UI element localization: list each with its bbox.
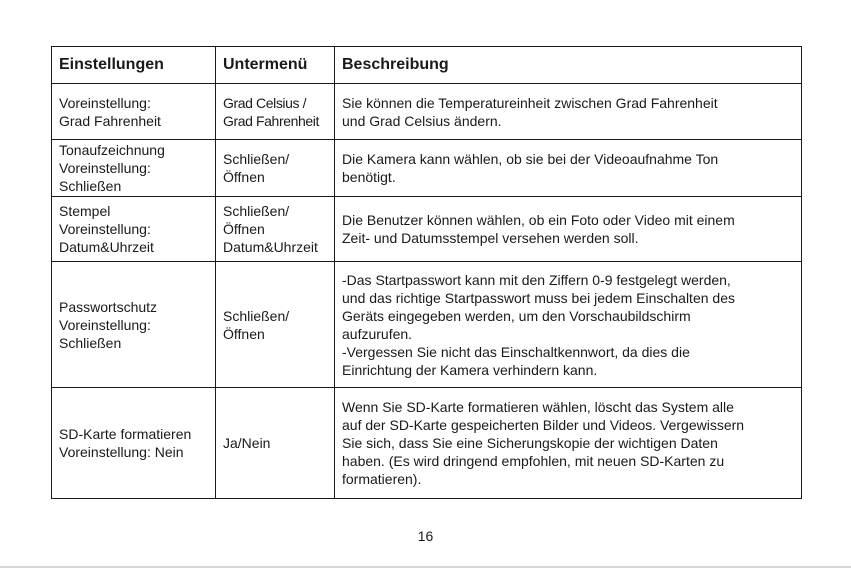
submenu-cell	[216, 140, 335, 197]
table-row	[52, 197, 802, 262]
submenu-line: Schließen/	[223, 203, 290, 219]
description-line: Einrichtung der Kamera verhindern kann.	[342, 361, 598, 378]
description-line: auf der SD-Karte gespeicherten Bilder und Videos. Vergewissern	[342, 417, 745, 433]
description-line: -Vergessen Sie nicht das Einschaltkennwort, da dies die	[342, 343, 690, 360]
description-line: Zeit- und Datumsstempel versehen werden soll.	[342, 230, 639, 246]
setting-line: Schließen	[59, 178, 122, 194]
description-line: und Grad Celsius ändern.	[342, 112, 502, 129]
description-cell	[335, 197, 802, 262]
submenu-line: Datum&Uhrzeit	[223, 239, 318, 255]
submenu-cell	[216, 262, 335, 388]
description-line: Die Benutzer können wählen, ob ein Foto oder Video mit einem	[342, 212, 735, 228]
description-line: formatieren).	[342, 471, 422, 487]
setting-line: Voreinstellung:	[59, 94, 151, 111]
submenu-cell	[216, 388, 335, 499]
header-untermenue: Untermenü	[216, 47, 335, 84]
table-row	[52, 140, 802, 197]
table-row	[52, 262, 802, 388]
setting-line: Voreinstellung:	[59, 160, 151, 176]
submenu-cell	[216, 84, 335, 140]
submenu-line: Schließen/	[223, 151, 290, 167]
submenu-line: Öffnen	[223, 325, 265, 342]
setting-line: Schließen	[59, 334, 122, 351]
setting-cell	[52, 197, 216, 262]
submenu-cell	[216, 197, 335, 262]
submenu-line: Grad Fahrenheit	[223, 112, 319, 129]
setting-cell	[52, 388, 216, 499]
description-line: Sie sich, dass Sie eine Sicherungskopie der wichtigen Daten	[342, 435, 718, 451]
page-number: 16	[417, 528, 434, 544]
header-beschreibung: Beschreibung	[335, 47, 802, 84]
description-line: haben. (Es wird dringend empfohlen, mit neuen SD-Karten zu	[342, 453, 725, 469]
description-line: und das richtige Startpasswort muss bei jedem Einschalten des	[342, 289, 735, 306]
setting-line: Voreinstellung:	[59, 221, 151, 237]
setting-line: Grad Fahrenheit	[59, 112, 161, 129]
description-cell	[335, 388, 802, 499]
setting-line: Tonaufzeichnung	[59, 142, 165, 158]
setting-cell	[52, 262, 216, 388]
setting-line: Voreinstellung:	[59, 316, 151, 333]
description-line: -Das Startpasswort kann mit den Ziffern 0-9 festgelegt werden,	[342, 271, 731, 288]
description-line: Wenn Sie SD-Karte formatieren wählen, löscht das System alle	[342, 399, 734, 415]
setting-line: SD-Karte formatieren	[59, 426, 192, 442]
setting-line: Passwortschutz	[59, 298, 158, 315]
description-line: aufzurufen.	[342, 325, 413, 342]
setting-cell	[52, 84, 216, 140]
submenu-line: Grad Celsius /	[223, 94, 307, 111]
description-line: benötigt.	[342, 169, 396, 185]
description-line: Geräts eingegeben werden, um den Vorschaubildschirm	[342, 307, 691, 324]
table-header-row	[52, 47, 802, 84]
setting-cell	[52, 140, 216, 197]
setting-line: Voreinstellung: Nein	[59, 444, 184, 460]
table-row	[52, 84, 802, 140]
header-einstellungen: Einstellungen	[52, 47, 216, 84]
submenu-line: Schließen/	[223, 307, 290, 324]
table-row	[52, 388, 802, 499]
setting-line: Stempel	[59, 203, 111, 219]
submenu-line: Öffnen	[223, 169, 265, 185]
settings-table	[51, 46, 802, 499]
description-cell	[335, 262, 802, 388]
submenu-line: Ja/Nein	[223, 435, 271, 451]
description-cell	[335, 84, 802, 140]
setting-line: Datum&Uhrzeit	[59, 239, 154, 255]
description-cell	[335, 140, 802, 197]
submenu-line: Öffnen	[223, 221, 265, 237]
description-line: Die Kamera kann wählen, ob sie bei der Videoaufnahme Ton	[342, 151, 719, 167]
description-line: Sie können die Temperatureinheit zwischen Grad Fahrenheit	[342, 94, 718, 111]
